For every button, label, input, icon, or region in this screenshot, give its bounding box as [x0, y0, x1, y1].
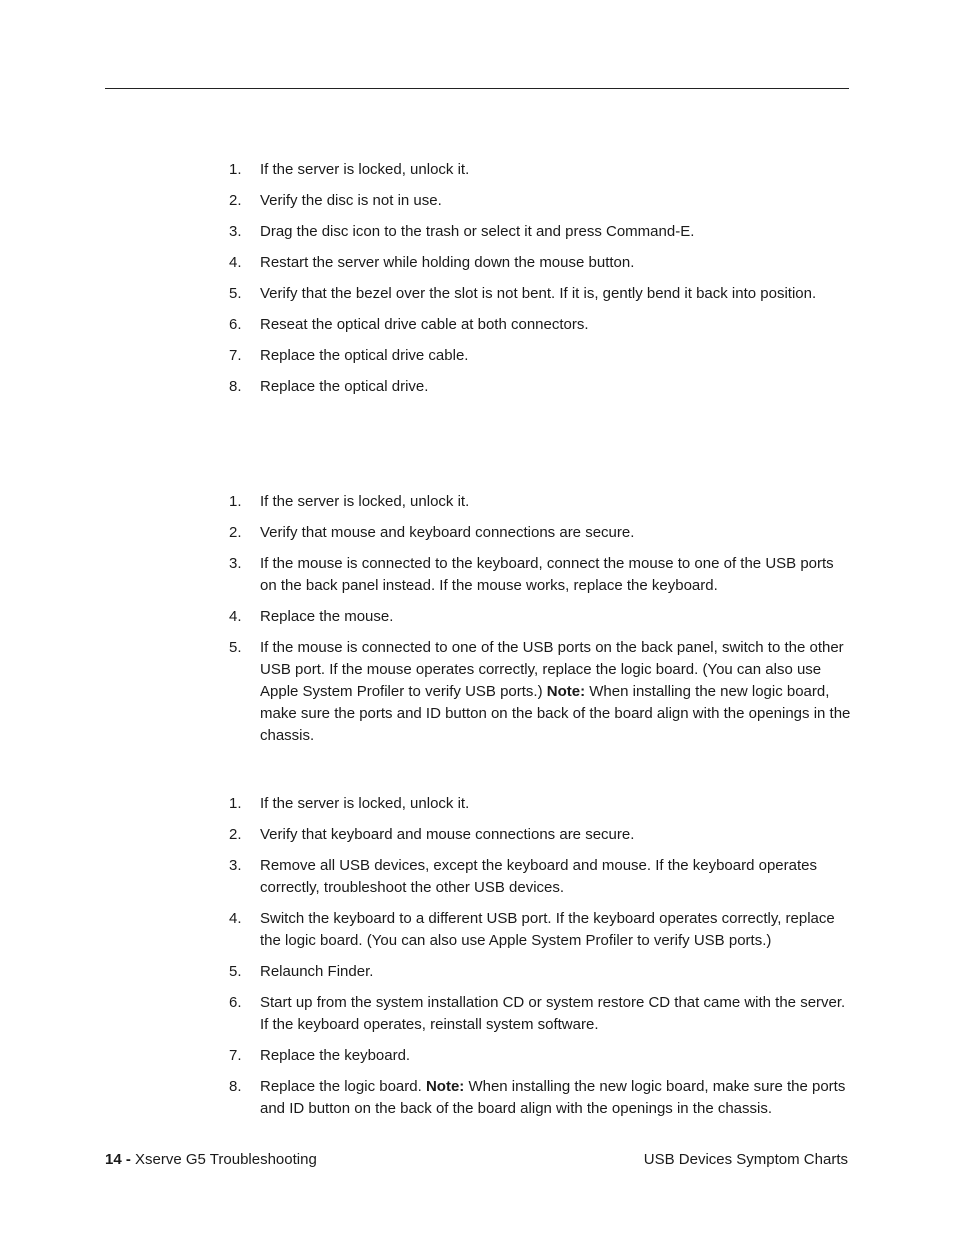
step-number: 5. — [229, 285, 242, 302]
list-item — [229, 824, 854, 846]
step-body — [260, 283, 854, 305]
step-number: 1. — [229, 161, 242, 178]
list-item — [229, 908, 854, 952]
step-number: 3. — [229, 857, 242, 874]
list-item — [229, 553, 854, 597]
note-label: Note: — [425, 1078, 465, 1095]
step-number: 5. — [229, 963, 242, 980]
step-number: 8. — [229, 378, 242, 395]
mouse-steps — [229, 491, 854, 756]
step-number: 1. — [229, 795, 242, 812]
list-item — [229, 793, 854, 815]
step-body — [260, 1076, 854, 1120]
step-text: Replace the optical drive. — [260, 378, 429, 395]
step-text: If the server is locked, unlock it. — [260, 161, 470, 178]
step-text: Replace the optical drive cable. — [260, 347, 469, 364]
list-item — [229, 159, 854, 181]
step-body — [260, 345, 854, 367]
section-title: USB Devices Symptom Charts — [643, 1151, 848, 1168]
step-number: 4. — [229, 608, 242, 625]
step-body — [260, 190, 854, 212]
step-body — [260, 793, 854, 815]
list-item — [229, 221, 854, 243]
step-body — [260, 314, 854, 336]
step-number: 2. — [229, 826, 242, 843]
step-body — [260, 159, 854, 181]
list-item — [229, 961, 854, 983]
step-body — [260, 992, 854, 1036]
step-text: Remove all USB devices, except the keyboard and mouse. If the keyboard operates correctly, troubleshoot the other USB devices. — [260, 857, 817, 896]
note-text: When installing the new logic board, make sure the ports and ID button on the back of the board align with the openings in the chassis. — [260, 1078, 846, 1117]
step-body — [260, 855, 854, 899]
list-item — [229, 283, 854, 305]
list-item — [229, 522, 854, 544]
list-item — [229, 376, 854, 398]
list-item — [229, 855, 854, 899]
step-number: 3. — [229, 223, 242, 240]
list-item — [229, 637, 854, 747]
step-body — [260, 522, 854, 544]
step-number: 3. — [229, 555, 242, 572]
list-item — [229, 992, 854, 1036]
step-body — [260, 491, 854, 513]
step-text: Drag the disc icon to the trash or select it and press Command-E. — [260, 223, 695, 240]
step-text: Restart the server while holding down the mouse button. — [260, 254, 635, 271]
step-number: 4. — [229, 910, 242, 927]
step-body — [260, 824, 854, 846]
step-text: Replace the mouse. — [260, 608, 394, 625]
step-body — [260, 376, 854, 398]
step-text: Verify the disc is not in use. — [260, 192, 442, 209]
step-number: 2. — [229, 524, 242, 541]
step-body — [260, 961, 854, 983]
list-item — [229, 345, 854, 367]
step-text: Replace the logic board. — [260, 1078, 422, 1095]
step-body — [260, 221, 854, 243]
note-text: When installing the new logic board, make sure the ports and ID button on the back of the board align with the openings in the chassis. — [260, 683, 851, 744]
step-text: If the mouse is connected to the keyboard, connect the mouse to one of the USB ports on the back panel instead. If the mouse works, replace the keyboard. — [260, 555, 834, 594]
step-number: 6. — [229, 994, 242, 1011]
step-body — [260, 252, 854, 274]
document-title: Xserve G5 Troubleshooting — [135, 1151, 317, 1168]
step-text: Relaunch Finder. — [260, 963, 374, 980]
step-body — [260, 553, 854, 597]
step-number: 6. — [229, 316, 242, 333]
step-body — [260, 637, 854, 747]
step-text: Verify that the bezel over the slot is not bent. If it is, gently bend it back into position. — [260, 285, 817, 302]
header-rule — [105, 88, 849, 89]
list-item — [229, 491, 854, 513]
footer-left — [105, 1149, 317, 1171]
step-text: Start up from the system installation CD or system restore CD that came with the server. If the keyboard operates, reinstall system software. — [260, 994, 846, 1033]
keyboard-steps — [229, 793, 854, 1129]
step-number: 7. — [229, 1047, 242, 1064]
list-item — [229, 190, 854, 212]
step-number: 5. — [229, 639, 242, 656]
step-text: If the mouse is connected to one of the USB ports on the back panel, switch to the other USB port. If the mouse operates correctly, replace the logic board. (You can also use Apple System Profiler to verify USB ports.) — [260, 639, 844, 700]
step-number: 8. — [229, 1078, 242, 1095]
step-number: 2. — [229, 192, 242, 209]
step-body — [260, 1045, 854, 1067]
step-text: Switch the keyboard to a different USB port. If the keyboard operates correctly, replace the logic board. (You can also use Apple System Profiler to verify USB ports.) — [260, 910, 835, 949]
step-body — [260, 908, 854, 952]
step-number: 7. — [229, 347, 242, 364]
list-item — [229, 1076, 854, 1120]
list-item — [229, 606, 854, 628]
step-number: 4. — [229, 254, 242, 271]
step-text: If the server is locked, unlock it. — [260, 795, 470, 812]
step-text: Verify that keyboard and mouse connections are secure. — [260, 826, 635, 843]
step-text: If the server is locked, unlock it. — [260, 493, 470, 510]
page-number: 14 - — [105, 1151, 131, 1168]
step-text: Verify that mouse and keyboard connections are secure. — [260, 524, 635, 541]
list-item — [229, 1045, 854, 1067]
list-item — [229, 252, 854, 274]
step-number: 1. — [229, 493, 242, 510]
note-label: Note: — [546, 683, 586, 700]
step-text: Replace the keyboard. — [260, 1047, 411, 1064]
list-item — [229, 314, 854, 336]
step-text: Reseat the optical drive cable at both connectors. — [260, 316, 589, 333]
step-body — [260, 606, 854, 628]
optical-drive-steps — [229, 159, 854, 407]
